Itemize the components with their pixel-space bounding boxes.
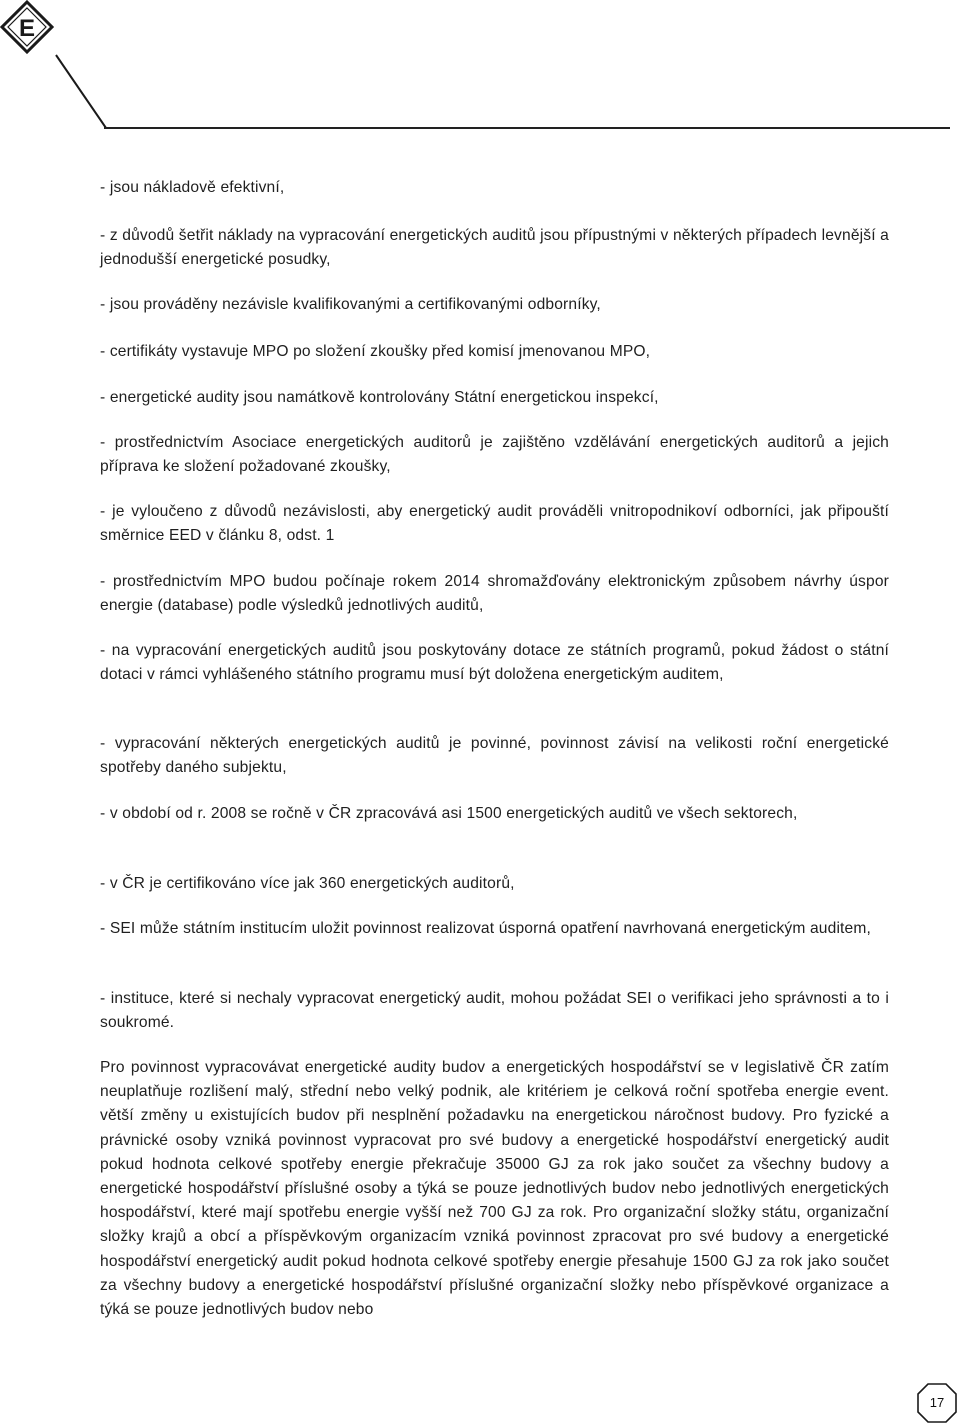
list-item: - je vyloučeno z důvodů nezávislosti, aby energetický audit prováděli vnitropodnikoví odborníci, jak připouští směrnice EED v článku 8, odst. 1 [100,503,889,545]
list-item: - energetické audity jsou namátkově kontrolovány Státní energetickou inspekcí, [100,389,659,406]
list-item: - prostřednictvím MPO budou počínaje rokem 2014 shromažďovány elektronickým způsobem návrhy úspor energie (database) podle výsledků jednotlivých auditů, [100,573,889,615]
list-item: - v období od r. 2008 se ročně v ČR zpracovává asi 1500 energetických auditů ve všech sektorech, [100,805,798,822]
list-item: - v ČR je certifikováno více jak 360 energetických auditorů, [100,875,515,892]
list-item: - jsou prováděny nezávisle kvalifikovanými a certifikovanými odborníky, [100,296,601,313]
list-item: - vypracování některých energetických auditů je povinné, povinnost závisí na velikosti roční energetické spotřeby daného subjektu, [100,735,889,777]
list-item: - jsou nákladově efektivní, [100,179,285,196]
header-diagonal-rule [0,0,120,135]
list-item: - SEI může státním institucím uložit povinnost realizovat úsporná opatření navrhovaná energetickým auditem, [100,920,871,937]
header-rule [104,127,950,129]
body-paragraph: Pro povinnost vypracovávat energetické audity budov a energetických hospodářství se v legislativě ČR zatím neuplatňuje rozlišení malý, střední nebo velký podnik, ale kritériem je celková roční spotřeba energie event. větší změny u existujících budov při nesplnění požadavku na energetickou náročnost budovy. Pro fyzické a právnické osoby vzniká povinnost vypracovat pro své budovy a energetické hospodářství energetický audit pokud hodnota celkové spotřeby energie překračuje 35000 GJ za rok jako součet za všechny budovy a energetické hospodářství příslušné osoby a týká se pouze jednotlivých budov nebo jednotlivých energetických hospodářství, které mají spotřebu energie vyšší než 700 GJ za rok. Pro organizační složky státu, organizační složky krajů a obcí a příspěvkovým organizacím vzniká povinnost zpracovat pro své budovy a energetické hospodářství energetický audit pokud hodnota celkové spotřeby energie přesahuje 1500 GJ za rok jako součet za všechny budovy a energetické hospodářství příslušné organizační složky nebo příspěvkové organizace a týká se pouze jednotlivých budov nebo [100,1059,889,1319]
list-item: - certifikáty vystavuje MPO po složení zkoušky před komisí jmenovanou MPO, [100,343,651,360]
list-item: - na vypracování energetických auditů jsou poskytovány dotace ze státních programů, pokud žádost o státní dotaci v rámci vyhlášeného státního programu musí být doložena energetickým auditem, [100,642,889,684]
logo-letter: E [18,15,36,42]
page-number: 17 [929,1395,945,1410]
list-item: - instituce, které si nechaly vypracovat energetický audit, mohou požádat SEI o verifikaci jeho správnosti a to i soukromé. [100,990,889,1032]
list-item: - z důvodů šetřit náklady na vypracování energetických auditů jsou přípustnými v některých případech levnější a jednodušší energetické posudky, [100,227,889,269]
list-item: - prostřednictvím Asociace energetických auditorů je zajištěno vzdělávání energetických auditorů a jejich příprava ke složení požadované zkoušky, [100,434,889,476]
